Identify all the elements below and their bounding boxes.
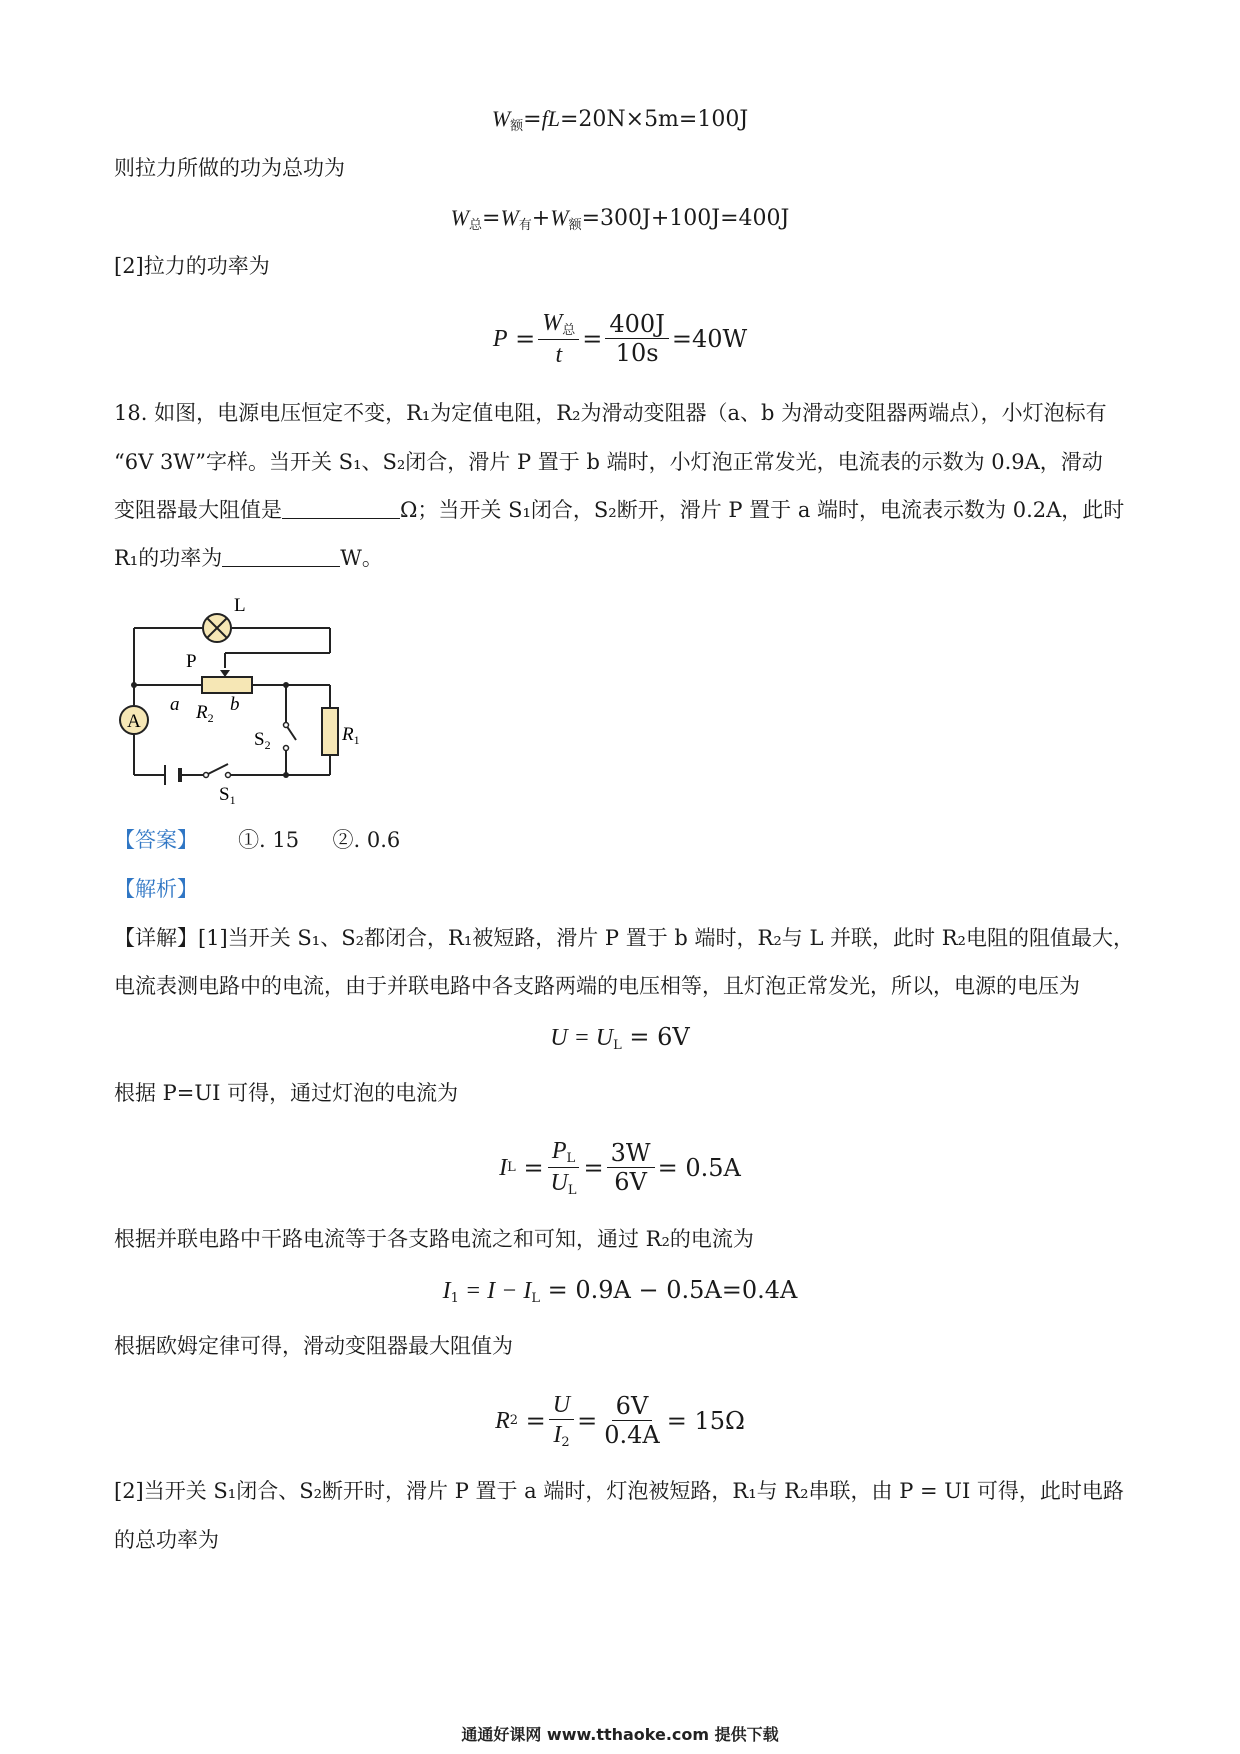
- paragraph-part-2-line-2: 的总功率为: [114, 1528, 219, 1552]
- paragraph-lamp-current: 根据 P=UI 可得，通过灯泡的电流为: [114, 1081, 459, 1105]
- rheostat-icon: [202, 677, 252, 693]
- lamp-icon: [203, 614, 231, 642]
- paragraph-r2-current: 根据并联电路中干路电流等于各支路电流之和可知，通过 R₂的电流为: [114, 1227, 754, 1251]
- analysis-tag: 【解析】: [114, 877, 198, 901]
- r1-label: $R_1$: [342, 724, 360, 747]
- question-18-line-3: 变阻器最大阻值是 Ω；当开关 S₁闭合，S₂断开，滑片 P 置于 a 端时，电流表示数为 0.2A，此时: [114, 498, 1125, 522]
- slider-arrow-icon: [220, 670, 230, 677]
- answer-blank-2: [222, 548, 340, 567]
- question-18-line-4: R₁的功率为 W。: [114, 546, 383, 570]
- question-18-line-2: “6V 3W”字样。当开关 S₁、S₂闭合，滑片 P 置于 b 端时，小灯泡正常发光，电流表的示数为 0.9A，滑动: [114, 450, 1103, 474]
- page-footer: 通通好课网 www.tthaoke.com 提供下载: [461, 1725, 779, 1744]
- equation-extra-work: $W_额=fL=20N\times 5m=100J$: [491, 106, 749, 134]
- equation-total-work: $W_总=W_有+W_额=300J+100J=400J$: [450, 205, 790, 233]
- paragraph-ohms-law: 根据欧姆定律可得，滑动变阻器最大阻值为: [114, 1334, 513, 1358]
- battery-icon: [165, 765, 180, 785]
- lamp-label: L: [234, 595, 246, 616]
- fraction-work-time: $\frac{W_总}{t}$: [538, 310, 579, 367]
- detail-line-1: 【详解】[1]当开关 S₁、S₂都闭合，R₁被短路，滑片 P 置于 b 端时，R₂与 L 并联，此时 R₂电阻的阻值最大，: [114, 926, 1134, 950]
- fraction-values: $\frac{400J}{10s}$: [605, 312, 668, 365]
- r2-label: $R_2$: [196, 702, 214, 725]
- resistor-r1-icon: [322, 708, 338, 755]
- equation-source-voltage: $U = U_L = 6V$: [550, 1023, 690, 1053]
- slider-label: P: [186, 651, 197, 672]
- paragraph-total-work: 则拉力所做的功为总功为: [114, 156, 345, 180]
- paragraph-part-2-line-1: [2]当开关 S₁闭合、S₂断开时，滑片 P 置于 a 端时，灯泡被短路，R₁与 R₂串联，由 P = UI 可得，此时电路: [114, 1479, 1124, 1503]
- terminal-b-label: b: [230, 694, 240, 715]
- equation-r2-current: $I_1 = I - I_L = 0.9A - 0.5A=0.4A$: [442, 1276, 798, 1306]
- ammeter-label: A: [127, 711, 141, 732]
- paragraph-power: [2]拉力的功率为: [114, 254, 270, 278]
- question-18-line-1: 18. 如图，电源电压恒定不变，R₁为定值电阻，R₂为滑动变阻器（a、b 为滑动变阻器两端点），小灯泡标有: [114, 401, 1107, 425]
- equation-max-resistance: R 2 = $\frac{U}{I_2}$ = $\frac{6V}{0.4A}$ = 15Ω: [495, 1392, 745, 1450]
- terminal-a-label: a: [170, 694, 180, 715]
- s1-label: $S_1$: [219, 784, 236, 805]
- answer-blank-1: [282, 500, 400, 519]
- detail-line-2: 电流表测电路中的电流，由于并联电路中各支路两端的电压相等，且灯泡正常发光，所以，电源的电压为: [114, 974, 1080, 998]
- equation-lamp-current: I L = $\frac{P_L}{U_L}$ = $\frac{3W}{6V}$ = 0.5A: [499, 1138, 741, 1198]
- answer-line: 【答案】 ①. 15 ②. 0.6: [114, 828, 401, 852]
- s2-label: $S_2$: [254, 729, 271, 752]
- equation-power: P = $\frac{W_总}{t}$ = $\frac{400J}{10s}$ =40W: [492, 310, 748, 368]
- circuit-diagram: [110, 590, 380, 805]
